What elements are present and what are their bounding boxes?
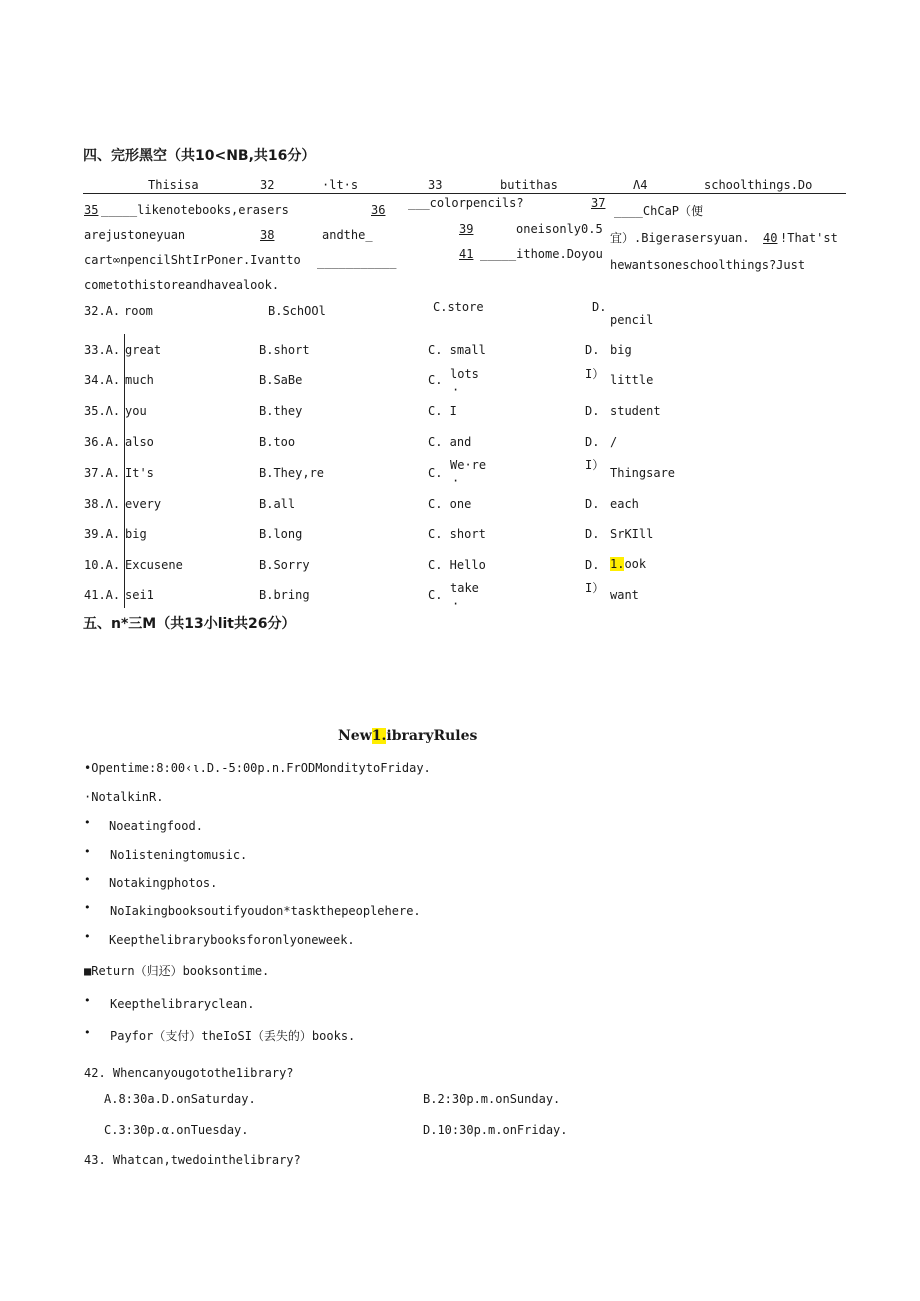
option-c: C. small bbox=[428, 343, 486, 357]
option-d-label: D. bbox=[585, 404, 600, 418]
highlight: 1. bbox=[610, 557, 625, 571]
option-c: C. I bbox=[428, 404, 457, 418]
option-d: SrKIll bbox=[610, 527, 654, 541]
passage-text: butithas bbox=[500, 178, 558, 192]
passage-text: andthe_ bbox=[322, 228, 373, 242]
passage-text: !That'st bbox=[780, 231, 838, 245]
section4-heading: 四、完形黑空（共10<NB,共16分） bbox=[83, 148, 316, 164]
dot-mark: · bbox=[452, 383, 460, 397]
blank-number: 32 bbox=[260, 178, 275, 192]
passage-text: _____likenotebooks,erasers bbox=[101, 203, 289, 217]
option-b: B.short bbox=[259, 343, 310, 357]
option-c-label: C. bbox=[428, 466, 443, 480]
blank-number: 35 bbox=[84, 203, 99, 217]
question-42: 42. Whencanyougotothe1ibrary? bbox=[84, 1066, 294, 1080]
option-b: B.SaBe bbox=[259, 373, 303, 387]
option-c-label: C. bbox=[428, 373, 443, 387]
option-d: little bbox=[610, 373, 654, 387]
title-post: ibraryRules bbox=[386, 728, 478, 744]
option-d: / bbox=[610, 435, 618, 449]
option-b: B.all bbox=[259, 497, 296, 511]
option-d-label: I） bbox=[585, 581, 605, 595]
blank-number: Λ4 bbox=[633, 178, 648, 192]
title-pre: New bbox=[338, 728, 372, 744]
option-number: 33.A. bbox=[84, 343, 121, 357]
blank-number: 38 bbox=[260, 228, 275, 242]
option-number: 10.A. bbox=[84, 558, 121, 572]
option-a: Excusene bbox=[125, 558, 183, 572]
rule-item: Payfor（支付）theIoSI（丢失的）books. bbox=[110, 1029, 356, 1043]
option-c: lots bbox=[450, 367, 479, 381]
option-b: B.SchOOl bbox=[268, 304, 326, 318]
option-d: want bbox=[610, 588, 639, 602]
blank-number: 33 bbox=[428, 178, 443, 192]
bullet-icon: • bbox=[84, 1026, 91, 1039]
dot-mark: · bbox=[452, 474, 460, 488]
option-b: B.Sorry bbox=[259, 558, 310, 572]
option-b: B.bring bbox=[259, 588, 310, 602]
option-c: We·re bbox=[450, 458, 487, 472]
divider-line bbox=[83, 193, 846, 194]
option-d: Thingsare bbox=[610, 466, 676, 480]
option-number: 34.A. bbox=[84, 373, 121, 387]
option-a: great bbox=[125, 343, 162, 357]
option-number: 39.A. bbox=[84, 527, 121, 541]
rule-item: ■Return（归还）booksontime. bbox=[84, 964, 270, 978]
option-a: room bbox=[124, 304, 153, 318]
option-d: each bbox=[610, 497, 639, 511]
passage-text: ·lt·s bbox=[322, 178, 359, 192]
option-d-label: I） bbox=[585, 458, 605, 472]
option-number: 35.Λ. bbox=[84, 404, 121, 418]
option-b: B.They,re bbox=[259, 466, 325, 480]
rule-item: NoIakingbooksoutifyoudon*taskthepeoplehere. bbox=[110, 904, 421, 918]
passage-text: oneisonly0.5 bbox=[516, 222, 603, 236]
option-a: also bbox=[125, 435, 154, 449]
option-a: you bbox=[125, 404, 147, 418]
passage-text: arejustoneyuan bbox=[84, 228, 186, 242]
bullet-icon: • bbox=[84, 994, 91, 1007]
dot-mark: · bbox=[452, 597, 460, 611]
option-d-label: D. bbox=[585, 558, 600, 572]
bullet-icon: • bbox=[84, 816, 91, 829]
blank-number: 36 bbox=[371, 203, 386, 217]
option-c: C.store bbox=[433, 300, 484, 314]
rule-item: Keepthelibrarybooksforonlyoneweek. bbox=[109, 933, 355, 947]
option-d: pencil bbox=[610, 313, 654, 327]
option-c-label: C. bbox=[428, 588, 443, 602]
passage-text: hewantsoneschoolthings?Just bbox=[610, 258, 806, 272]
passage-text: ___colorpencils? bbox=[408, 196, 524, 210]
option-a: much bbox=[125, 373, 154, 387]
option-d bbox=[610, 557, 646, 572]
option-d: student bbox=[610, 404, 661, 418]
option-c: C. short bbox=[428, 527, 486, 541]
passage-text: cometothistoreandhavealook. bbox=[84, 278, 280, 292]
bullet-icon: • bbox=[84, 845, 91, 858]
option-d-text: ook bbox=[624, 557, 647, 571]
q42-option-b: B.2:30p.m.onSunday. bbox=[423, 1092, 561, 1106]
option-a: sei1 bbox=[125, 588, 154, 602]
option-c: C. and bbox=[428, 435, 472, 449]
option-d-label: D. bbox=[585, 527, 600, 541]
q42-option-a: A.8:30a.D.onSaturday. bbox=[104, 1092, 256, 1106]
option-a: big bbox=[125, 527, 147, 541]
passage-text: _____ithome.Doyou bbox=[480, 247, 603, 261]
rule-item: •Opentime:8:00‹ι.D.-5:00p.n.FrODMonditytoFriday. bbox=[84, 761, 431, 775]
section5-heading: 五、n*三M（共13小lit共26分） bbox=[83, 616, 296, 632]
option-number: 38.Λ. bbox=[84, 497, 121, 511]
option-b: B.long bbox=[259, 527, 303, 541]
blank-number: 40 bbox=[763, 231, 778, 245]
rule-item: Notakingphotos. bbox=[109, 876, 218, 890]
q42-option-c: C.3:30p.α.onTuesday. bbox=[104, 1123, 249, 1137]
option-d-label: I） bbox=[585, 367, 605, 381]
bullet-icon: • bbox=[84, 873, 91, 886]
blank-number: 39 bbox=[459, 222, 474, 236]
answer-blank: ___________ bbox=[317, 255, 397, 269]
bullet-icon: • bbox=[84, 930, 91, 943]
option-b: B.too bbox=[259, 435, 296, 449]
option-b: B.they bbox=[259, 404, 303, 418]
rule-item: Keepthelibraryclean. bbox=[110, 997, 255, 1011]
option-c: C. one bbox=[428, 497, 472, 511]
option-d-label: D. bbox=[585, 343, 600, 357]
passage-text: 宜）.Bigerasersyuan. bbox=[610, 231, 750, 245]
q42-option-d: D.10:30p.m.onFriday. bbox=[423, 1123, 568, 1137]
option-number: 32.A. bbox=[84, 304, 121, 318]
rule-item: No1isteningtomusic. bbox=[110, 848, 248, 862]
rule-item: ·NotalkinR. bbox=[84, 790, 164, 804]
blank-number: 37 bbox=[591, 196, 606, 210]
option-number: 36.A. bbox=[84, 435, 121, 449]
passage-text: Thisisa bbox=[148, 178, 199, 192]
option-a: every bbox=[125, 497, 162, 511]
option-d-label: D. bbox=[585, 435, 600, 449]
option-c: take bbox=[450, 581, 479, 595]
question-43: 43. Whatcan,twedointhelibrary? bbox=[84, 1153, 301, 1167]
option-d-label: D. bbox=[592, 300, 607, 314]
library-rules-title bbox=[338, 729, 477, 744]
blank-number: 41 bbox=[459, 247, 474, 261]
title-highlight: 1. bbox=[371, 728, 387, 744]
option-a: It's bbox=[125, 466, 154, 480]
option-number: 37.A. bbox=[84, 466, 121, 480]
option-c: C. Hello bbox=[428, 558, 486, 572]
passage-text: schoolthings.Do bbox=[704, 178, 813, 192]
bullet-icon: • bbox=[84, 901, 91, 914]
rule-item: Noeatingfood. bbox=[109, 819, 203, 833]
option-d-label: D. bbox=[585, 497, 600, 511]
option-number: 41.A. bbox=[84, 588, 121, 602]
passage-text: ____ChCaP（便 bbox=[614, 204, 704, 218]
passage-text: cart∞npencilShtIrPoner.Ivantto bbox=[84, 253, 301, 267]
option-d: big bbox=[610, 343, 632, 357]
